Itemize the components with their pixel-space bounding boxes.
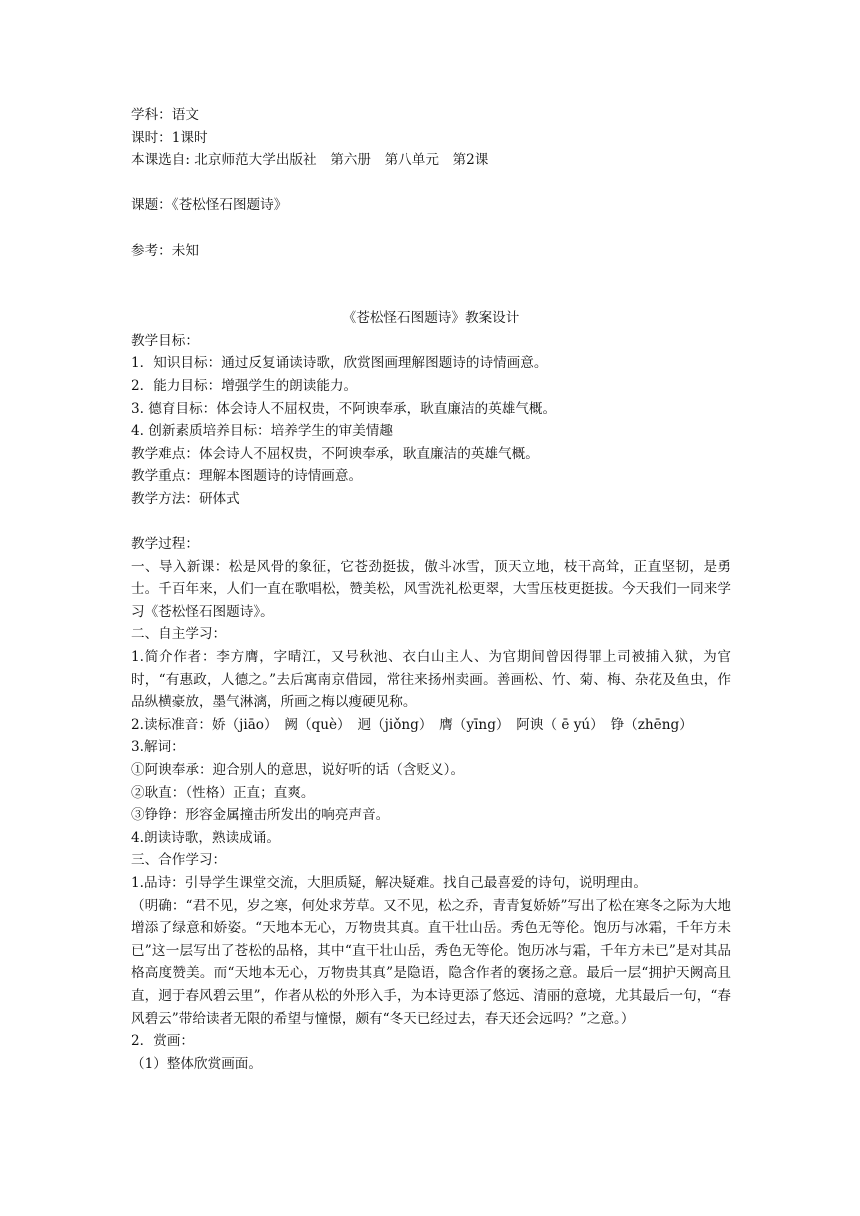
intro-paragraph: 一、导入新课：松是风骨的象征，它苍劲挺拔，傲斗冰雪，顶天立地，枝干高耸，正直坚韧，是勇士。千百年来，人们一直在歌唱松，赞美松，风雪洗礼松更翠，大雪压枝更挺拔。今天我们一同来学习《苍松怪石图题诗》。 — [131, 558, 731, 620]
explanation-paragraph: （明确：“君不见，岁之寒，何处求芳草。又不见，松之乔，青青复娇娇”写出了松在寒冬之际为大地增添了绿意和娇姿。“天地本无心，万物贵其真。直干壮山岳。秀色无等伦。饱历与冰霜，千年方未已”这一层写出了苍松的品格，其中“直干壮山岳，秀色无等伦。饱历冰与霜，千年方未已”是对其品格高度赞美。而“天地本无心，万物贵其真”是隐语，隐含作者的褒扬之意。最后一层“拥护天阙高且直，迥于春风碧云里”，作者从松的外形入手，为本诗更添了悠远、清丽的意境，尤其最后一句，“春风碧云”带给读者无限的希望与憧憬，颇有“冬天已经过去，春天还会远吗？”之意。） — [131, 897, 731, 1027]
vocab-item: ②耿直：（性格）正直；直爽。 — [131, 784, 315, 801]
teaching-difficulty: 教学难点：体会诗人不屈权贵，不阿谀奉承，耿直廉洁的英雄气概。 — [131, 445, 539, 462]
author-paragraph: 1.简介作者：李方膺，字晴江，又号秋池、衣白山主人、为官期间曾因得罪上司被捕入狱，为官时，“有惠政，人德之。”去后寓南京借园，常往来扬州卖画。善画松、竹、菊、梅、杂花及鱼虫，作品纵横豪放，墨气淋漓，所画之梅以瘦硬见称。 — [131, 649, 731, 711]
reference-line: 参考：未知 — [131, 242, 199, 259]
goal-innovation: 4. 创新素质培养目标：培养学生的审美情趣 — [131, 423, 393, 440]
teaching-method: 教学方法：研体式 — [131, 490, 240, 507]
goals-heading: 教学目标： — [131, 332, 199, 349]
topic-line: 课题：《苍松怪石图题诗》 — [131, 197, 288, 214]
pronunciation-line: 2.读标准音：娇（jiāo） 阙（què） 迥（jiǒng） 膺（yīng） 阿谀（ ē yú） 铮（zhēng） — [131, 716, 693, 733]
process-heading: 教学过程： — [131, 536, 199, 553]
document-title: 《苍松怪石图题诗》教案设计 — [342, 310, 520, 327]
goal-knowledge: 1．知识目标：通过反复诵读诗歌，欣赏图画理解图题诗的诗情画意。 — [131, 355, 548, 372]
subject-line: 学科：语文 — [131, 107, 199, 123]
appreciate-painting-heading: 2．赏画： — [131, 1033, 195, 1050]
class-hours-line: 课时：1课时 — [131, 129, 208, 146]
goal-ability: 2．能力目标：增强学生的朗读能力。 — [131, 377, 358, 394]
vocab-item: ①阿谀奉承：迎合别人的意思，说好听的话（含贬义）。 — [131, 762, 465, 779]
recite-line: 4.朗读诗歌，熟读成诵。 — [131, 829, 280, 846]
goal-moral: 3. 德育目标：体会诗人不屈权贵，不阿谀奉承，耿直廉洁的英雄气概。 — [131, 400, 557, 417]
document-body — [131, 104, 731, 1075]
self-study-heading: 二、自主学习： — [131, 626, 227, 643]
whole-appreciation-line: （1）整体欣赏画面。 — [131, 1055, 262, 1072]
vocab-heading: 3.解词： — [131, 739, 185, 756]
vocab-item: ③铮铮：形容金属撞击所发出的响亮声音。 — [131, 807, 390, 824]
teaching-key-point: 教学重点：理解本图题诗的诗情画意。 — [131, 468, 363, 485]
cooperation-heading: 三、合作学习： — [131, 852, 227, 869]
savor-poem-line: 1.品诗：引导学生课堂交流，大胆质疑，解决疑难。找自己最喜爱的诗句，说明理由。 — [131, 875, 647, 891]
source-line: 本课选自: 北京师范大学出版社 第六册 第八单元 第2课 — [131, 152, 489, 169]
